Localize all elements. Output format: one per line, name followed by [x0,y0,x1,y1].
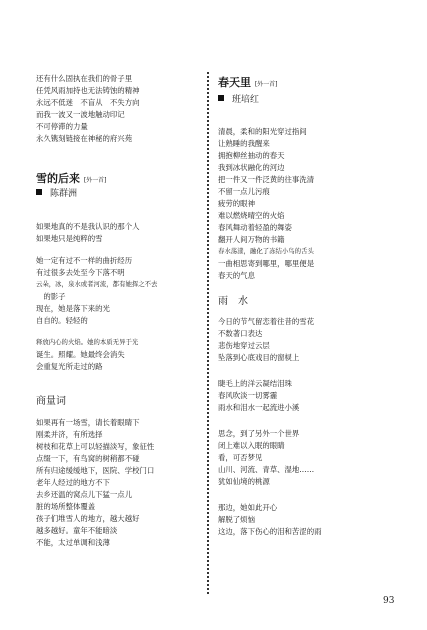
poem-line: 而我一波又一波地触动印记 [36,110,125,119]
author-name: 陈群洲 [50,189,78,199]
poem-line: 思念，到了另外一个世界 [218,429,300,438]
poem-line: 这边，落下伤心的泪和苦涩的雨 [218,527,322,536]
poem-line: 不能，太过单调和浅薄 [36,538,110,547]
poem-line: 清晨，柔和的阳光穿过指间 [218,127,307,136]
column-divider [207,72,209,594]
poem-title: 商量词 [36,396,66,407]
poem-line: 永久镌刻链接在神秘的府兴苑 [36,134,133,143]
poem-line: 释放内心的火焰。她的本质无异于光 [36,338,139,346]
poem-line: 我到冰状融化的河边 [218,163,285,172]
poem-line: 树枝和花草上可以轻描淡写，象征性 [36,442,155,451]
poem-line: 犹如仙境的桃源 [218,477,270,486]
poem-author [36,186,77,199]
poem-line: 坠落到心底戏目的窗棂上 [218,353,300,362]
poem-line: 春天的气息 [218,271,255,280]
poem-line: 疲劳的眼神 [218,199,255,208]
square-bullet-icon [218,95,224,101]
poem-line: 会重复光所走过的路 [36,362,103,371]
poem-line: 看，可否梦见 [218,453,263,462]
poem-line: 越多越好。童年不能暗淡 [36,526,118,535]
poem-line: 孩子们堆雪人的地方，越大越好 [36,514,140,523]
poem-line: 如果地真的不是我认识的那个人 [36,222,140,231]
poem-line: 刚柔并济，有所选择 [36,430,103,439]
poem-line: 春风舞动着轻盈的舞姿 [218,223,292,232]
poem-line: 雨水和泪水一起流进小溪 [218,403,300,412]
poem-title [36,170,107,186]
poem-line: 不可停滞的力量 [36,122,88,131]
poem-title-text: 春天里 [218,76,251,89]
poem-line: 如果再有一场雪，请长着眼睛下 [36,418,140,427]
poem-line: 还有什么固执在我们的骨子里 [36,74,133,83]
poem-line: 解脱了烦恼 [218,515,255,524]
poem-line: 自自的。轻轻的 [36,316,88,325]
poem-line: 闭上难以入眠的眼睛 [218,441,285,450]
poem-tag: [外一首] [83,177,107,184]
poem-line: 睫毛上的洋云凝结泪珠 [218,379,292,388]
poem-line: 不数著口表达 [218,329,263,338]
poem-line: 有过很多去处至今下落不明 [36,268,125,277]
square-bullet-icon [36,189,42,195]
author-name: 班培红 [232,95,260,105]
poem-line: 点缀一下，有鸟窝的树稍都不碰 [36,454,140,463]
poem-line: 拥抱柳丝抽动的春天 [218,151,285,160]
poem-tag: [外一首] [254,81,278,88]
poem-line: 诞生。照耀。她最终会消失 [36,350,125,359]
poem-line: 去乡还温的窝点儿下猛一点儿 [36,490,133,499]
poem-title: 雨 水 [218,296,248,307]
poem-line: 不留一点儿污痕 [218,187,270,196]
poem-line: 脏的场所整体覆盖 [36,502,96,511]
poem-line: 云朵，冰，泉水或者河流，都有她挥之不去 [36,280,158,288]
poem-line: 所有归途缓缓地下，医院、学校门口 [36,466,155,475]
poem-line: 悲伤地穿过云层 [218,341,270,350]
poem-line: 春风吹淡一切雾霾 [218,391,278,400]
poem-line: 现在，她是落下来的光 [36,304,110,313]
poem-line: 任凭风雨加持也无法铸蚀的精神 [36,86,140,95]
poem-line: 老年人经过的地方不下 [36,478,110,487]
page-number: 93 [383,596,395,606]
poem-author [218,92,259,105]
poem-line: 山川、河流、青草、湿地…… [218,465,315,474]
poem-title-text: 雪的后来 [36,172,80,185]
poem-line: 一曲相思寄到哪里，哪里便是 [218,259,315,268]
poem-line: 永远不低迷 不盲从 不失方向 [36,98,140,107]
poem-line: 翻开人间万物的书籍 [218,235,285,244]
poem-title [218,74,278,90]
poem-line: 的影子 [36,292,66,301]
poem-line: 那边，她如此开心 [218,503,278,512]
poem-line: 今日的节气留恋着往昔的雪花 [218,317,315,326]
poem-line: 把一件又一件泛黄的往事洗清 [218,175,315,184]
poem-line: 她一定有过不一样的曲折经历 [36,256,133,265]
poem-line: 如果地只是纯粹的雪 [36,234,103,243]
poem-line: 让熟睡的我醒来 [218,139,270,148]
poem-line: 春水荡漾，融化了冻结小鸟的舌头 [218,247,314,255]
poem-line: 难以燃烧晴空的火焰 [218,211,285,220]
